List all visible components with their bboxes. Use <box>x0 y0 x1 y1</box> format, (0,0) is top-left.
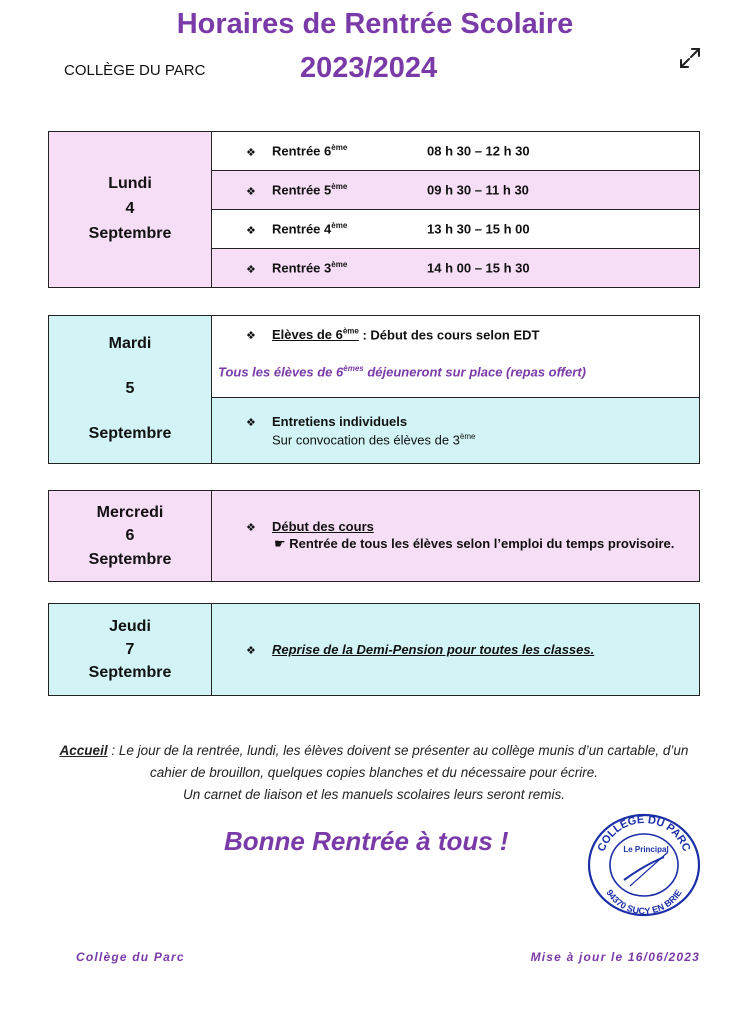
diamond-bullet-icon: ❖ <box>246 522 256 534</box>
diamond-bullet-icon: ❖ <box>246 330 256 343</box>
note-sup: èmes <box>343 364 364 374</box>
schedule-row <box>212 210 700 249</box>
school-year: 2023/2024 <box>300 52 438 84</box>
grade-label: Rentrée 4 <box>272 221 332 237</box>
diamond-bullet-icon: ❖ <box>246 185 256 198</box>
grade-label: Rentrée 6 <box>272 143 332 159</box>
note-text: déjeuneront sur place (repas offert) <box>363 364 586 380</box>
diamond-bullet-icon: ❖ <box>246 416 256 429</box>
courses-start-text: Rentrée de tous les élèves selon l’emploi du temps provisoire. <box>289 536 675 551</box>
closing-message: Bonne Rentrée à tous ! <box>224 826 509 856</box>
half-board-text: Reprise de la Demi-Pension pour toutes les classes. <box>272 642 595 657</box>
day-name: Mercredi <box>96 504 164 522</box>
accueil-paragraph <box>48 740 700 806</box>
school-name: COLLÈGE DU PARC <box>64 62 206 79</box>
grade-label: Rentrée 3 <box>272 260 332 276</box>
note-text: Tous les élèves de 6 <box>218 364 344 380</box>
accueil-text: : Le jour de la rentrée, lundi, les élèves doivent se présenter au collège munis d’un cartable, d’un cahier de brouillon, quelques copies blanches et du nécessaire pour écrire. <box>107 743 689 780</box>
tuesday-interviews-cell <box>212 398 700 464</box>
accueil-label: Accueil <box>59 743 108 758</box>
grade-label: Rentrée 5 <box>272 182 332 198</box>
wednesday-day-cell <box>49 491 212 582</box>
day-number: 6 <box>125 527 135 545</box>
day-number: 4 <box>125 200 135 218</box>
day-name: Mardi <box>108 335 152 353</box>
grade-sup: ème <box>331 260 348 270</box>
grade-sup: ème <box>331 221 348 231</box>
svg-text:94370 SUCY EN BRIE <box>604 888 683 916</box>
monday-table <box>48 131 700 288</box>
diamond-bullet-icon: ❖ <box>246 263 256 276</box>
interviews-title: Entretiens individuels <box>272 413 408 429</box>
wednesday-table <box>48 490 700 582</box>
school-stamp <box>586 812 702 918</box>
time-range: 08 h 30 – 12 h 30 <box>427 143 530 159</box>
time-range: 09 h 30 – 11 h 30 <box>427 182 529 198</box>
tuesday-table <box>48 315 700 464</box>
expand-icon[interactable] <box>675 43 705 73</box>
footer-update: Mise à jour le 16/06/2023 <box>530 950 700 964</box>
schedule-row <box>212 171 700 210</box>
pointing-hand-icon: ☛ <box>274 536 286 551</box>
thursday-day-cell <box>49 604 212 696</box>
stamp-inner-text: Le Principal <box>623 845 669 854</box>
day-number: 7 <box>125 640 135 658</box>
footer-school: Collège du Parc <box>76 950 185 964</box>
diamond-bullet-icon: ❖ <box>246 645 256 657</box>
grade-sup: ème <box>331 143 348 153</box>
time-range: 13 h 30 – 15 h 00 <box>427 221 530 237</box>
tuesday-courses-cell <box>212 316 700 398</box>
thursday-content-cell <box>212 604 700 696</box>
time-range: 14 h 00 – 15 h 30 <box>427 260 530 276</box>
month: Septembre <box>88 550 172 568</box>
grade-sup: ème <box>342 327 359 336</box>
thursday-table <box>48 603 700 696</box>
accueil-text-2: Un carnet de liaison et les manuels scolaires leurs seront remis. <box>183 787 565 802</box>
schedule-row <box>212 132 700 171</box>
diamond-bullet-icon: ❖ <box>246 224 256 237</box>
lunch-note <box>218 364 699 379</box>
day-name: Jeudi <box>109 617 151 635</box>
stamp-outer-text: COLLEGE DU PARC <box>595 813 693 854</box>
interviews-text: Sur convocation des élèves de 3 <box>272 432 460 448</box>
monday-day-cell <box>49 132 212 288</box>
grade-sup: ème <box>331 182 348 192</box>
colon: : <box>358 327 371 343</box>
tuesday-day-cell <box>49 316 212 464</box>
month: Septembre <box>88 224 172 242</box>
schedule-row <box>212 249 700 288</box>
page-title: Horaires de Rentrée Scolaire <box>176 8 574 40</box>
courses-start-title: Début des cours <box>272 519 374 534</box>
wednesday-content-cell <box>212 491 700 582</box>
courses-text: Début des cours selon EDT <box>370 327 540 343</box>
month: Septembre <box>88 664 172 682</box>
diamond-bullet-icon: ❖ <box>246 146 256 159</box>
students-label: Elèves de 6 <box>272 327 343 343</box>
day-number: 5 <box>125 380 135 398</box>
grade-sup: ème <box>459 431 476 441</box>
month: Septembre <box>88 424 172 442</box>
stamp-bottom-text: 94370 SUCY EN BRIE <box>604 887 684 917</box>
day-name: Lundi <box>108 175 152 193</box>
